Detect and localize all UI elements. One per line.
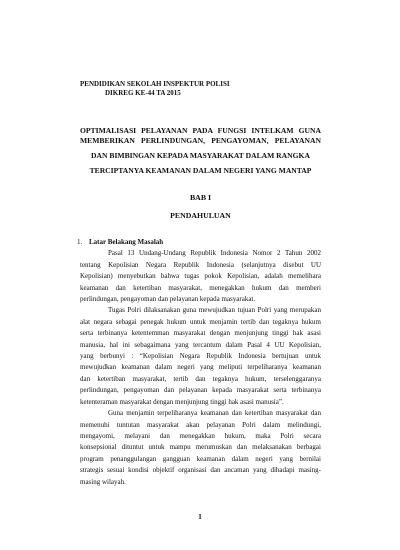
paragraph-line: keamanan dan ketertiban masyarakat, menegakkan hukum dan memberi: [80, 283, 321, 292]
paragraph-2: [80, 305, 321, 408]
paragraph-line: mewujudkan keamanan dalam negeri yang meliputi terpeliharanya keamanan: [80, 363, 321, 372]
paragraph-line: mengayomi, melayani dan menegakkan hukum, maka Polri secara: [80, 431, 321, 440]
section-heading: [77, 237, 321, 248]
document-body: [77, 237, 321, 488]
paragraph-line: alat negara sebagai penegak hukum untuk menjamin tertib dan tegaknya hukum: [80, 317, 321, 326]
title-line-3: DAN BIMBINGAN KEPADA MASYARAKAT DALAM RANGKA: [91, 151, 310, 160]
page-number: 1: [198, 512, 202, 521]
paragraph-line: Guna menjamin terpeliharanya keamanan dan ketertiban masyarakat dan: [108, 409, 321, 418]
paragraph-line: strategis sesuai kondisi objektif organisasi dan ancaman yang dihadapi masing-: [80, 466, 321, 475]
paragraph-line: program penanggulangan gangguan keamanan dalam negeri yang bernilai: [80, 454, 321, 463]
paragraph-line: masing wilayah.: [80, 477, 126, 486]
paragraph-line: konsepsional dituntut untuk mampu merumuskan dan melaksanakan berbagai: [80, 443, 321, 452]
paragraph-line: manusia, hal ini sebagaimana yang tercantum dalam Pasal 4 UU Kepolisian,: [80, 340, 321, 349]
chapter-heading: [80, 193, 321, 221]
section-number: 1.: [77, 238, 83, 246]
paragraph-line: Kepolisian) menyebutkan bahwa tugas pokok Kepolisian, adalah memelihara: [80, 272, 321, 281]
paragraph-line: ketenteraman masyarakat dengan menjunjung tinggi hak asasi manusia”.: [80, 397, 284, 406]
paragraph-line: dan ketertiban masyarakat, tertib dan tegaknya hukum, terselenggaranya: [80, 374, 321, 383]
header-line-1: PENDIDIKAN SEKOLAH INSPEKTUR POLISI: [80, 80, 230, 88]
document-title: [80, 126, 321, 176]
paragraph-line: memenuhi tuntutan masyarakat akan pelayanan Polri dalam melindungi,: [80, 420, 321, 429]
chapter-name: PENDAHULUAN: [170, 211, 231, 220]
paragraph-1: [80, 248, 321, 305]
section-title: Latar Belakang Masalah: [89, 238, 164, 246]
paragraph-line: Tugas Polri dilaksanakan guna mewujudkan tujuan Polri yang merupakan: [108, 306, 321, 315]
title-line-1: OPTIMALISASI PELAYANAN PADA FUNGSI INTELKAM GUNA: [80, 126, 321, 135]
paragraph-3: [80, 408, 321, 488]
chapter-label: BAB I: [189, 193, 211, 202]
paragraph-line: serta terbinanya ketentemman masyarakat dengan menjunjung tinggi hak asasi: [80, 329, 321, 338]
paragraph-line: perlindungan, pengayoman dan pelayanan kepada masyarakat.: [80, 295, 256, 304]
document-header: [80, 80, 230, 98]
paragraph-line: tentang Kepolisian Negara Republik Indonesia (selanjutnya disebut UU: [80, 260, 321, 269]
paragraph-line: Pasal 13 Undang-Undang Republik Indonesia Nomor 2 Tahun 2002: [108, 249, 321, 258]
title-line-2: MEMBERIKAN PERLINDUNGAN, PENGAYOMAN, PELAYANAN: [80, 136, 321, 145]
title-line-4: TERCIPTANYA KEAMANAN DALAM NEGERI YANG MANTAP: [89, 166, 312, 175]
paragraph-line: yang berbunyi : “Kepolisian Negara Republik Indonesia bertujuan untuk: [80, 352, 321, 361]
paragraph-line: perlindungan, pengayoman dan pelayanan kepada masyarakat serta terbinanya: [80, 386, 321, 395]
header-line-2: DIKREG KE-44 TA 2015: [105, 89, 181, 97]
